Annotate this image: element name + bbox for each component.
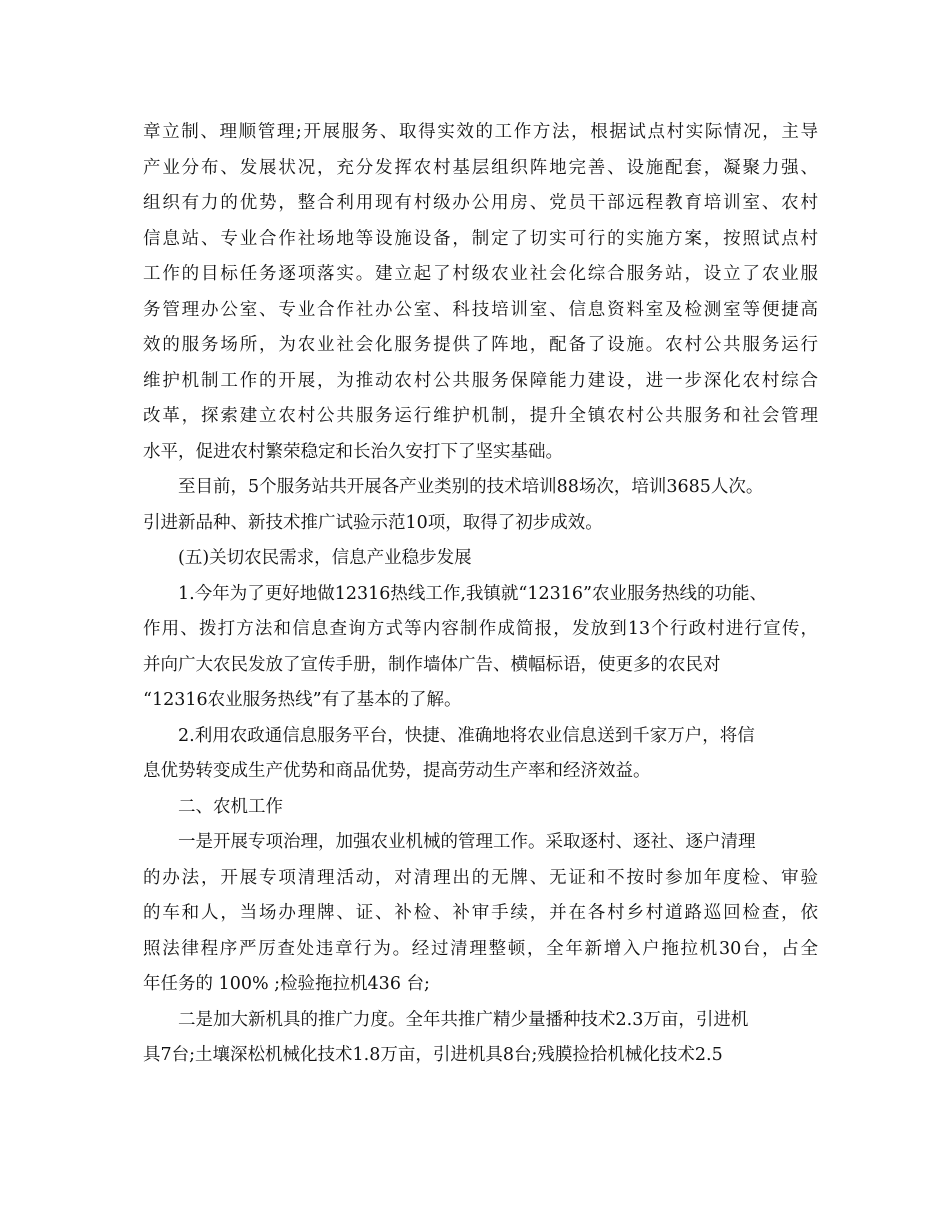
paragraph-line: 组织有力的优势，整合利用现有村级办公用房、党员干部远程教育培训室、农村	[143, 193, 818, 213]
paragraph-line: 工作的目标任务逐项落实。建立起了村级农业社会化综合服务站，设立了农业服	[143, 264, 818, 284]
paragraph-line: 作用、拨打方法和信息查询方式等内容制作成简报，发放到13个行政村进行宣传，	[143, 619, 818, 639]
paragraph-line: 照法律程序严厉查处违章行为。经过清理整顿，全年新增入户拖拉机30台，占全	[143, 938, 818, 959]
paragraph-line: 的车和人，当场办理牌、证、补检、补审手续，并在各村乡村道路巡回检查，依	[143, 903, 818, 923]
paragraph-line-first: 1.今年为了更好地做12316热线工作,我镇就“12316”农业服务热线的功能、	[178, 583, 767, 604]
paragraph-line: 务管理办公室、专业合作社办公室、科技培训室、信息资料室及检测室等便捷高	[143, 299, 818, 320]
paragraph-line: 并向广大农民发放了宣传手册，制作墙体广告、横幅标语，使更多的农民对	[143, 654, 721, 675]
paragraph-line: 效的服务场所，为农业社会化服务提供了阵地，配备了设施。农村公共服务运行	[143, 335, 818, 355]
paragraph-line-last: 息优势转变成生产优势和商品优势，提高劳动生产率和经济效益。	[143, 761, 651, 781]
paragraph-line-last: “12316农业服务热线”有了基本的了解。	[143, 690, 462, 710]
paragraph-line: 信息站、专业合作社场地等设施设备，制定了切实可行的实施方案，按照试点村	[143, 228, 818, 249]
paragraph-line: 改革，探索建立农村公共服务运行维护机制，提升全镇农村公共服务和社会管理	[143, 406, 818, 426]
paragraph-line: 维护机制工作的开展，为推动农村公共服务保障能力建设，进一步深化农村综合	[143, 370, 818, 391]
paragraph-line: 的办法，开展专项清理活动，对清理出的无牌、无证和不按时参加年度检、审验	[143, 867, 818, 888]
paragraph-line-first: 二是加大新机具的推广力度。全年共推广精少量播种技术2.3万亩，引进机	[178, 1009, 749, 1030]
section-heading: (五)关切农民需求，信息产业稳步发展	[178, 548, 472, 568]
paragraph-line-first: 至目前，5个服务站共开展各产业类别的技术培训88场次，培训3685人次。	[178, 477, 764, 497]
paragraph-line-last: 年任务的 100% ;检验拖拉机436 台;	[143, 974, 430, 994]
document-body	[143, 115, 818, 1074]
paragraph-line: 产业分布、发展状况，充分发挥农村基层组织阵地完善、设施配套，凝聚力强、	[143, 157, 818, 178]
paragraph-line-first: 2.利用农政通信息服务平台，快捷、准确地将农业信息送到千家万户，将信	[178, 725, 755, 746]
paragraph-line: 具7台;土壤深松机械化技术1.8万亩，引进机具8台;残膜捡拾机械化技术2.5	[143, 1045, 723, 1065]
section-heading: 二、农机工作	[178, 796, 283, 817]
paragraph-line-last: 水平，促进农村繁荣稳定和长治久安打下了坚实基础。	[143, 441, 563, 462]
paragraph-line-first: 一是开展专项治理，加强农业机械的管理工作。采取逐村、逐社、逐户清理	[178, 832, 756, 852]
paragraph-line: 章立制、理顺管理;开展服务、取得实效的工作方法，根据试点村实际情况，主导	[143, 122, 818, 142]
paragraph-line-last: 引进新品种、新技术推广试验示范10项，取得了初步成效。	[143, 512, 603, 533]
